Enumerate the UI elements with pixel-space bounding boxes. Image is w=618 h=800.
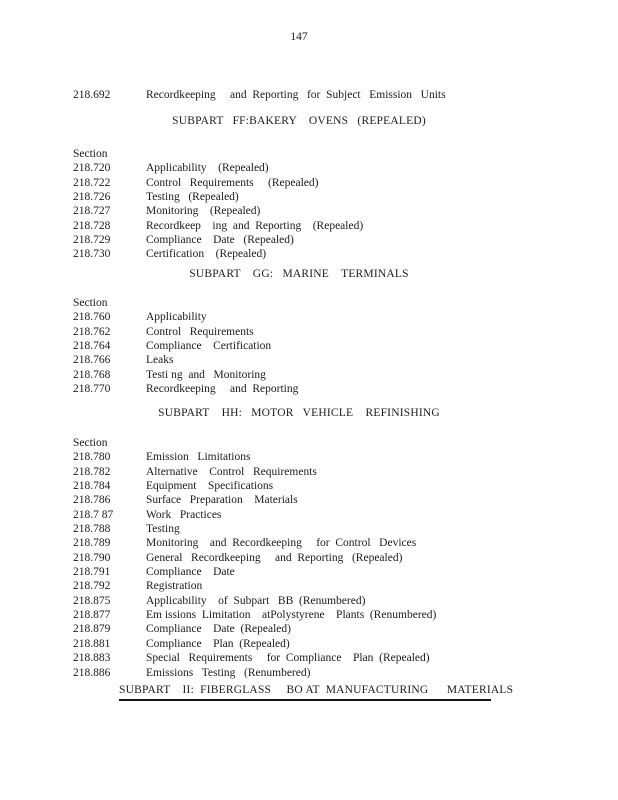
section-number: 218.786 <box>73 494 111 507</box>
section-label: Section <box>73 297 108 309</box>
section-number: 218.784 <box>73 480 111 493</box>
section-title: Control Requirements (Repealed) <box>146 176 319 189</box>
toc-entry <box>73 339 298 353</box>
section-label: Section <box>73 437 108 449</box>
toc-entry <box>73 608 436 622</box>
toc-entry <box>73 536 436 550</box>
subpart-hh-heading: SUBPART HH: MOTOR VEHICLE REFINISHING <box>158 407 440 419</box>
section-number: 218.790 <box>73 551 111 564</box>
section-title: Compliance Plan (Repealed) <box>146 637 290 650</box>
section-title: Applicability of Subpart BB (Renumbered) <box>146 594 366 607</box>
toc-entry <box>73 161 363 175</box>
toc-entry <box>73 579 436 593</box>
toc-entry <box>73 522 436 536</box>
section-title: Applicability <box>146 311 207 324</box>
section-title: Leaks <box>146 354 174 367</box>
section-number: 218.728 <box>73 219 111 232</box>
section-number: 218.789 <box>73 537 111 550</box>
toc-entry <box>73 190 363 204</box>
toc-entry <box>73 204 363 218</box>
section-number: 218.879 <box>73 623 111 636</box>
subpart-ii-heading: SUBPART II: FIBERGLASS BO AT MANUFACTURING MATERIALS <box>119 684 491 701</box>
toc-entry <box>73 325 298 339</box>
section-number: 218.788 <box>73 523 111 536</box>
subpart-hh-list <box>73 436 436 680</box>
toc-entry <box>73 219 363 233</box>
section-title: Testing (Repealed) <box>146 191 239 204</box>
section-title: Control Requirements <box>146 325 254 338</box>
toc-entry <box>73 382 298 396</box>
toc-entry <box>73 594 436 608</box>
section-title: General Recordkeeping and Reporting (Repealed) <box>146 551 403 564</box>
toc-entry <box>73 508 436 522</box>
section-title: Applicability (Repealed) <box>146 162 269 175</box>
section-number: 218.881 <box>73 637 111 650</box>
section-number: 218.877 <box>73 609 111 622</box>
toc-entry <box>73 368 298 382</box>
section-number: 218.780 <box>73 451 111 464</box>
section-title: Special Requirements for Compliance Plan (Repealed) <box>146 652 430 665</box>
section-title: Monitoring (Repealed) <box>146 205 261 218</box>
toc-entry <box>73 247 363 261</box>
section-label: Section <box>73 148 108 160</box>
section-number: 218.729 <box>73 234 111 247</box>
section-number: 218.722 <box>73 176 111 189</box>
section-title: Emission Limitations <box>146 451 251 464</box>
toc-entry <box>73 622 436 636</box>
section-number: 218.692 <box>73 89 111 101</box>
subpart-ff-list <box>73 147 363 262</box>
section-title: Compliance Certification <box>146 340 272 353</box>
section-title: Compliance Date (Repealed) <box>146 234 294 247</box>
section-title: Compliance Date <box>146 566 235 579</box>
section-title: Testing <box>146 523 180 536</box>
section-number: 218.764 <box>73 340 111 353</box>
toc-entry <box>73 565 436 579</box>
section-number: 218.7 87 <box>73 508 114 521</box>
toc-entry <box>73 479 436 493</box>
section-number: 218.762 <box>73 325 111 338</box>
section-number: 218.792 <box>73 580 111 593</box>
section-number: 218.782 <box>73 465 111 478</box>
toc-entry <box>73 465 436 479</box>
section-number: 218.883 <box>73 652 111 665</box>
section-number: 218.791 <box>73 566 111 579</box>
section-title: Surface Preparation Materials <box>146 494 298 507</box>
section-title: Recordkeep ing and Reporting (Repealed) <box>146 219 364 232</box>
toc-entry <box>73 637 436 651</box>
section-number: 218.875 <box>73 594 111 607</box>
toc-entry <box>73 233 363 247</box>
section-title: Testi ng and Monitoring <box>146 368 266 381</box>
section-number: 218.760 <box>73 311 111 324</box>
section-number: 218.770 <box>73 383 111 396</box>
section-title: Registration <box>146 580 203 593</box>
section-title: Recordkeeping and Reporting for Subject Emission Units <box>146 89 446 101</box>
section-title: Work Practices <box>146 508 222 521</box>
section-number: 218.720 <box>73 162 111 175</box>
section-number: 218.726 <box>73 191 111 204</box>
section-number: 218.766 <box>73 354 111 367</box>
subpart-ff-heading: SUBPART FF:BAKERY OVENS (REPEALED) <box>172 115 426 127</box>
toc-entry <box>73 450 436 464</box>
toc-entry <box>73 493 436 507</box>
page-number: 147 <box>290 31 308 43</box>
toc-entry <box>73 353 298 367</box>
section-title: Em issions Limitation atPolystyrene Plants (Renumbered) <box>146 609 437 622</box>
section-number: 218.768 <box>73 368 111 381</box>
section-title: Alternative Control Requirements <box>146 465 317 478</box>
subpart-gg-list <box>73 296 298 396</box>
section-title: Compliance Date (Repealed) <box>146 623 291 636</box>
section-number: 218.886 <box>73 666 111 679</box>
toc-entry <box>73 651 436 665</box>
section-title: Equipment Specifications <box>146 480 274 493</box>
toc-entry <box>73 551 436 565</box>
toc-entry <box>73 310 298 324</box>
toc-entry <box>73 176 363 190</box>
section-title: Monitoring and Recordkeeping for Control Devices <box>146 537 417 550</box>
toc-entry <box>73 88 446 102</box>
toc-entry <box>73 666 436 680</box>
section-title: Certification (Repealed) <box>146 248 267 261</box>
section-title: Recordkeeping and Reporting <box>146 383 299 396</box>
section-number: 218.727 <box>73 205 111 218</box>
section-number: 218.730 <box>73 248 111 261</box>
subpart-gg-heading: SUBPART GG: MARINE TERMINALS <box>189 268 409 280</box>
section-title: Emissions Testing (Renumbered) <box>146 666 311 679</box>
